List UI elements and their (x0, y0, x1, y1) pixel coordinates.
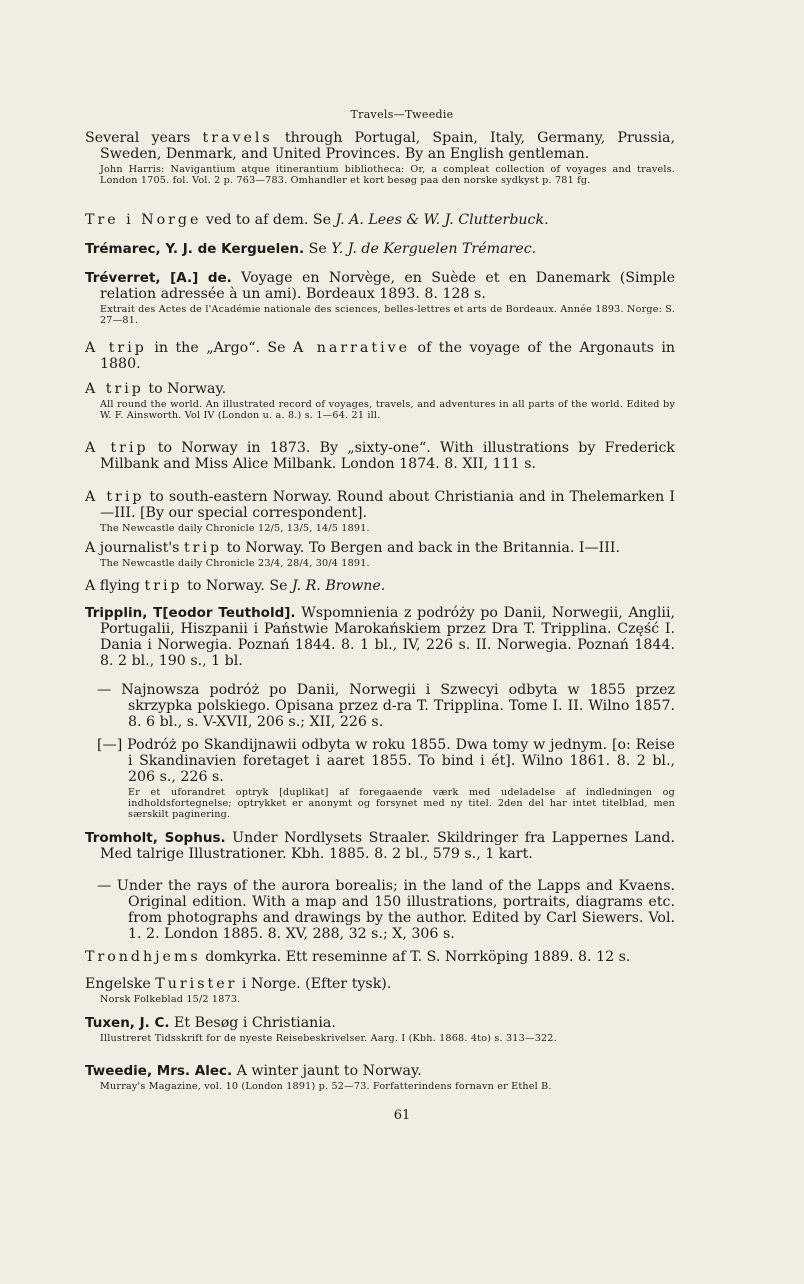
entry-note: The Newcastle daily Chronicle 23/4, 28/4, 30/4 1891. (100, 558, 370, 569)
page-number: 61 (393, 1108, 411, 1123)
entry-trip-1873 (85, 440, 675, 472)
entry-text: A journalist's trip to Norway. To Bergen and back in the Britannia. I—III. (85, 540, 620, 556)
running-head: Travels—Tweedie (350, 108, 454, 121)
entry-engelske-turister (85, 976, 675, 1005)
entry-text: Tuxen, J. C. Et Besøg i Christiania. (85, 1015, 336, 1031)
entry-text: Tromholt, Sophus. Under Nordlysets Straaler. Skildringer fra Lappernes Land. Med talrige Illustrationer. Kbh. 1885. 8. 2 bl., 579 s., 1 kart. (85, 830, 675, 862)
entry-tre-i-norge (85, 212, 675, 228)
entry-tromholt (85, 830, 675, 862)
entry-text: Tréverret, [A.] de. Voyage en Norvège, en Suède et en Danemark (Simple relation adressée à un ami). Bordeaux 1893. 8. 128 s. (85, 270, 675, 302)
entry-note: The Newcastle daily Chronicle 12/5, 13/5, 14/5 1891. (100, 523, 370, 534)
entry-note: Illustreret Tidsskrift for de nyeste Reisebeskrivelser. Aarg. I (Kbh. 1868. 4to) s. 313—322. (100, 1033, 557, 1044)
entry-text: — Under the rays of the aurora borealis; in the land of the Lapps and Kvaens. Original edition. With a map and 150 illustrations, portraits, diagrams etc. from photographs and drawings by the author. Edited by Carl Siewers. Vol. 1. 2. London 1885. 8. XV, 288, 32 s.; X, 306 s. (97, 878, 675, 942)
entry-tripplin (85, 605, 675, 669)
entry-text: Several years travels through Portugal, Spain, Italy, Germany, Prussia, Sweden, Denmark, and United Provinces. By an English gentleman. (85, 130, 675, 162)
entry-text: — Najnowsza podróż po Danii, Norwegii i Szwecyi odbyta w 1855 przez skrzypka polskiego. Opisana przez d-ra T. Tripplina. Tome I. II. Wilno 1857. 8. 6 bl., s. V-XVII, 206 s.; XII, 226 s. (97, 682, 675, 730)
entry-text: Tre i Norge ved to af dem. Se J. A. Lees & W. J. Clutterbuck. (85, 212, 549, 228)
entry-text: Trondhjems domkyrka. Ett reseminne af T. S. Norrköping 1889. 8. 12 s. (85, 949, 631, 965)
entry-note: Extrait des Actes de l'Académie nationale des sciences, belles-lettres et arts de Bordeaux. Année 1893. Norge: S. 27—81. (100, 304, 675, 326)
entry-journalists-trip (85, 540, 675, 569)
entry-text: Tweedie, Mrs. Alec. A winter jaunt to Norway. (85, 1063, 422, 1079)
entry-heading: Tromholt, Sophus. (85, 830, 226, 846)
entry-heading: Tuxen, J. C. (85, 1015, 170, 1031)
entry-heading: Tréverret, [A.] de. (85, 270, 232, 286)
entry-several-years-travels (85, 130, 675, 186)
entry-note: All round the world. An illustrated record of voyages, travels, and adventures in all parts of the world. Edited by W. F. Ainsworth. Vol IV (London u. a. 8.) s. 1—64. 21 ill. (100, 399, 675, 421)
entry-trip-south-eastern (85, 489, 675, 534)
entry-tromholt-aurora (85, 878, 675, 942)
entry-tweedie (85, 1063, 675, 1092)
entry-flying-trip (85, 578, 675, 594)
entry-note: Er et uforandret optryk [duplikat] af foregaaende værk med udeladelse af indledningen og indholdsfortegnelse; optrykket er anonymt og forsynet med ny titel. 2den del har intet titelblad, men særskilt paginering. (128, 787, 675, 820)
entry-treverret (85, 270, 675, 326)
entry-trip-argo (85, 340, 675, 372)
entry-tripplin-najnowsza (85, 682, 675, 730)
entry-tripplin-podroz (85, 737, 675, 820)
entry-text: A trip to Norway. (85, 381, 227, 397)
entry-text: A trip in the „Argo“. Se A narrative of the voyage of the Argonauts in 1880. (85, 340, 676, 372)
entry-heading: Tweedie, Mrs. Alec. (85, 1063, 233, 1079)
entry-heading: Tripplin, T[eodor Teuthold]. (85, 605, 296, 621)
entry-text: Trémarec, Y. J. de Kerguelen. Se Y. J. de Kerguelen Trémarec. (85, 241, 537, 257)
entry-note: Murray's Magazine, vol. 10 (London 1891) p. 52—73. Forfatterindens fornavn er Ethel B. (100, 1081, 552, 1092)
entry-tremarec (85, 241, 675, 257)
entry-text: A trip to south-eastern Norway. Round about Christiania and in Thelemarken I—III. [By our special correspondent]. (85, 489, 676, 521)
entry-text: Tripplin, T[eodor Teuthold]. Wspomnienia z podróży po Danii, Norwegii, Anglii, Portugalii, Hiszpanii i Państwie Marokańskiem przez Dra T. Tripplina. Część I. Dania i Norwegia. Poznań 1844. 8. 1 bl., IV, 226 s. II. Norwegia. Poznań 1844. 8. 2 bl., 190 s., 1 bl. (85, 605, 675, 669)
entry-text: Engelske Turister i Norge. (Efter tysk). (85, 976, 392, 992)
entry-trondhjems (85, 949, 675, 965)
entry-trip-to-norway (85, 381, 675, 421)
entry-note: John Harris: Navigantium atque itinerantium bibliotheca: Or, a compleat collection of voyages and travels. London 1705. fol. Vol. 2 p. 763—783. Omhandler et kort besøg paa den norske sydkyst p. 781 fg. (100, 164, 675, 186)
entry-text: A trip to Norway in 1873. By „sixty-one“. With illustrations by Frederick Milbank and Miss Alice Milbank. London 1874. 8. XII, 111 s. (85, 440, 675, 472)
entry-tuxen (85, 1015, 675, 1044)
entry-text: A flying trip to Norway. Se J. R. Browne. (85, 578, 386, 594)
entry-text: [—] Podróż po Skandijnawii odbyta w roku 1855. Dwa tomy w jednym. [o: Reise i Skandinavien foretaget i aaret 1855. To bind i ét]. Wilno 1861. 8. 2 bl., 206 s., 226 s. (97, 737, 675, 785)
entry-note: Norsk Folkeblad 15/2 1873. (100, 994, 241, 1005)
entry-heading: Trémarec, Y. J. de Kerguelen. (85, 241, 305, 257)
